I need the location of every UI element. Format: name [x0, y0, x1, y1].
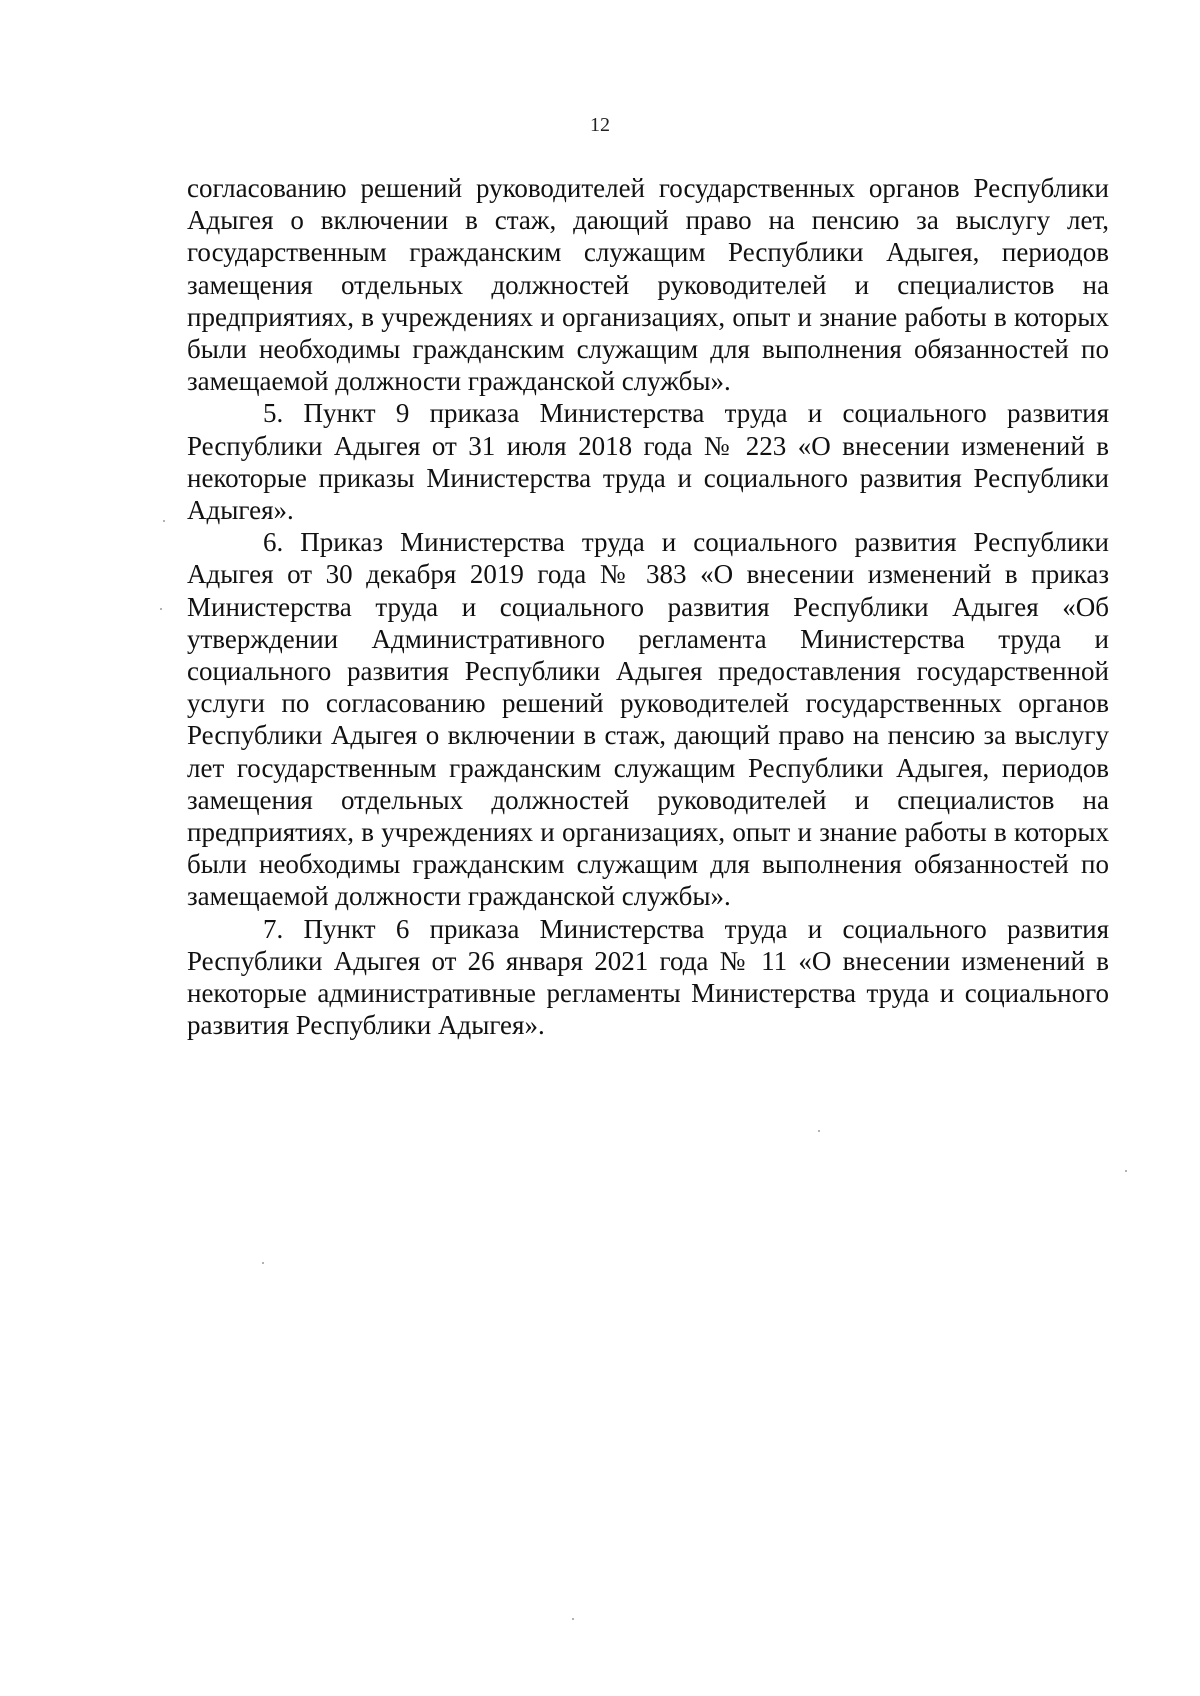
scan-speck [572, 1618, 574, 1620]
scan-speck [163, 520, 165, 522]
scan-speck [1125, 1170, 1127, 1172]
page-number: 12 [590, 114, 610, 136]
paragraph-item-5: 5. Пункт 9 приказа Министерства труда и социального развития Республики Адыгея от 31 июля 2018 года № 223 «О внесении изменений в некоторые приказы Министерства труда и социального развития Республики Адыгея». [187, 398, 1109, 526]
scan-speck [160, 608, 162, 610]
paragraph-continuation: согласованию решений руководителей государственных органов Республики Адыгея о включении в стаж, дающий право на пенсию за выслугу лет, государственным гражданским служащим Республики Адыгея, периодов замещения отдельных должностей руководителей и специалистов на предприятиях, в учреждениях и организациях, опыт и знание работы в которых были необходимы гражданским служащим для выполнения обязанностей по замещаемой должности гражданской службы». [187, 173, 1109, 397]
scan-speck [818, 1130, 820, 1132]
paragraph-item-7: 7. Пункт 6 приказа Министерства труда и социального развития Республики Адыгея от 26 января 2021 года № 11 «О внесении изменений в некоторые административные регламенты Министерства труда и социального развития Республики Адыгея». [187, 913, 1109, 1041]
document-body [187, 172, 1109, 1041]
paragraph-item-6: 6. Приказ Министерства труда и социального развития Республики Адыгея от 30 декабря 2019 года № 383 «О внесении изменений в приказ Министерства труда и социального развития Республики Адыгея «Об утверждении Административного регламента Министерства труда и социального развития Республики Адыгея предоставления государственной услуги по согласованию решений руководителей государственных органов Республики Адыгея о включении в стаж, дающий право на пенсию за выслугу лет государственным гражданским служащим Республики Адыгея, периодов замещения отдельных должностей руководителей и специалистов на предприятиях, в учреждениях и организациях, опыт и знание работы в которых были необходимы гражданским служащим для выполнения обязанностей по замещаемой должности гражданской службы». [187, 527, 1109, 912]
scan-speck [262, 1262, 264, 1264]
